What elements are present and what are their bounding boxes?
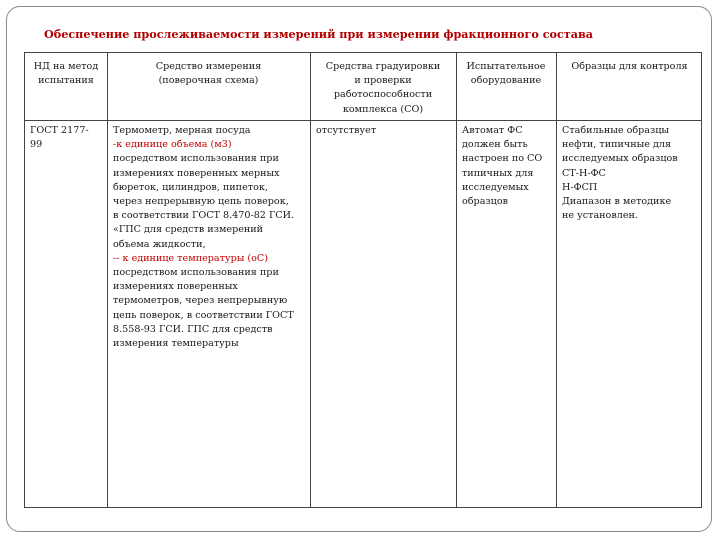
header-calibration: Средства градуировки и проверки работоспособности комплекса (СО) [325, 61, 441, 115]
header-equipment: Испытательное оборудование [466, 61, 546, 87]
cell-method: ГОСТ 2177- 99 [30, 125, 89, 151]
column-divider [310, 53, 311, 507]
header-samples: Образцы для контроля [571, 61, 688, 72]
cell-equipment: Автомат ФС должен быть настроен по СО типичных для исследуемых образцов [462, 125, 543, 208]
header-divider [25, 120, 701, 121]
column-divider [556, 53, 557, 507]
cell-samples: Стабильные образцы нефти, типичные для исследуемых образцов СТ-Н-ФС Н-ФСП Диапазон в методике не установлен. [562, 125, 678, 222]
column-divider [456, 53, 457, 507]
column-divider [107, 53, 108, 507]
page-title: Обеспечение прослеживаемости измерений при измерении фракционного состава [44, 27, 593, 41]
cell-calibration: отсутствует [316, 125, 377, 136]
header-method: НД на метод испытания [33, 61, 99, 87]
header-instrument: Средство измерения (поверочная схема) [155, 61, 262, 87]
cell-instrument: Термометр, мерная посуда -к единице объема (м3) посредством использования при измерениях поверенных мерных бюреток, цилиндров, пипеток, через непрерывную цепь поверок, в соответствии ГОСТ 8.470-82 ГСИ. «ГПС для средств измерений объема жидкости, -- к единице температуры (оС) посредством использования при измерениях поверенных термометров, через непрерывную цепь поверок, в соответствии ГОСТ 8.558-93 ГСИ. ГПС для средств измерения температуры [113, 125, 295, 350]
traceability-table [24, 52, 702, 508]
